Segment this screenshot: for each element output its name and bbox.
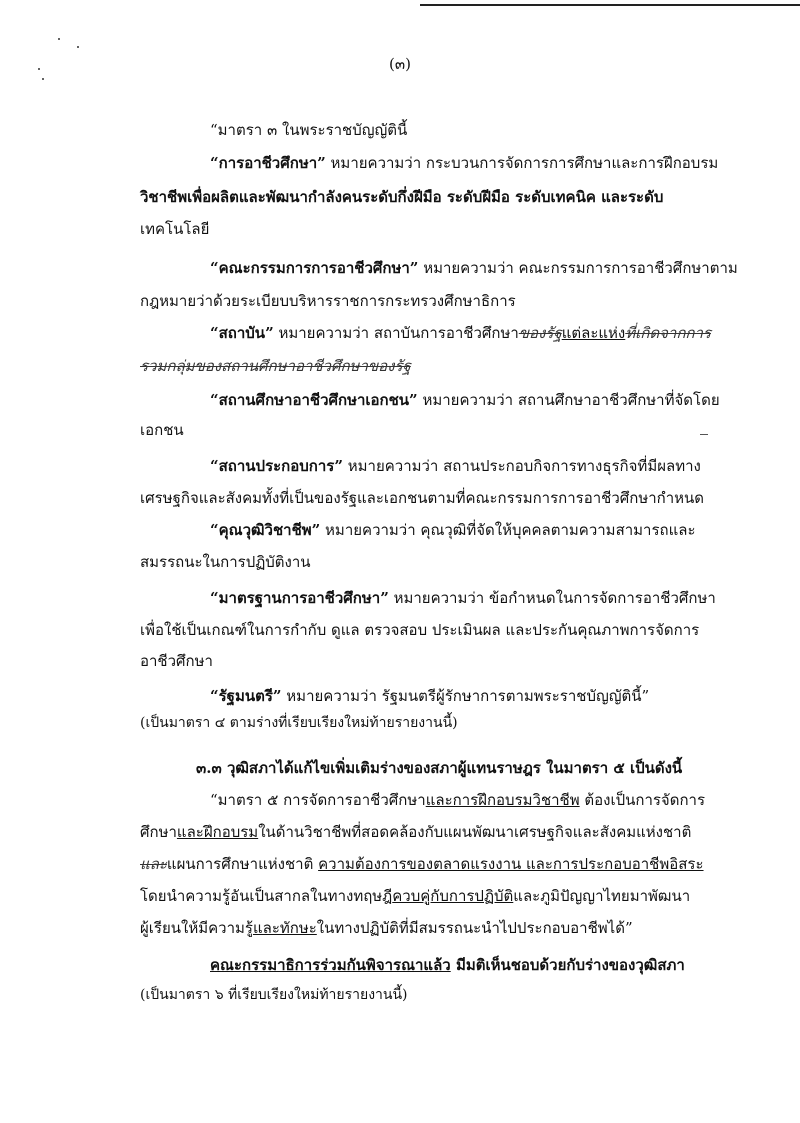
term: “รัฐมนตรี” [210,687,282,705]
definition-minister [210,686,649,706]
struck-text: ที่เกิดจากการ [625,324,711,342]
definition-line: เพื่อใช้เป็นเกณฑ์ในการกำกับ ดูแล ตรวจสอบ ประเมินผล และประกันคุณภาพการจัดการ [140,621,700,639]
definition-text: หมายความว่า รัฐมนตรีผู้รักษาการตามพระราชบัญญัตินี้” [281,687,650,705]
section3-note: (เป็นมาตรา ๔ ตามร่างที่เรียบเรียงใหม่ท้ายรายงานนี้) [140,715,458,731]
definition-text: หมายความว่า คุณวุฒิที่จัดให้บุคคลตามความสามารถและ [320,521,696,539]
section5-line3 [140,854,704,874]
scan-speck [58,38,60,40]
term: “สถานศึกษาอาชีวศึกษาเอกชน” [210,391,418,409]
item33-heading [196,758,682,778]
term: “คุณวุฒิวิชาชีพ” [210,521,321,539]
struck-text: รวมกลุ่มของสถานศึกษาอาชีวศึกษาของรัฐ [140,357,411,375]
definition-standard [210,588,716,608]
underlined-text: และฝึกอบรม [176,823,259,841]
definition-private-institution [210,390,720,410]
definition-line: เศรษฐกิจและสังคมทั้งที่เป็นของรัฐและเอกชนตามที่คณะกรรมการการอาชีวศึกษากำหนด [140,489,705,507]
underlined-text: ควบคู่กับการปฏิบัติ [392,887,514,905]
underlined-text: และทักษะ [252,919,317,937]
definition-establishment [210,456,701,476]
body-text: ผู้เรียนให้มีความรู้ [140,919,253,937]
definition-line: สมรรถนะในการปฏิบัติงาน [140,553,311,571]
section5-line2 [140,822,691,842]
term: “การอาชีวศึกษา” [210,154,326,172]
term: “สถาบัน” [210,324,274,342]
body-text: ในด้านวิชาชีพที่สอดคล้องกับแผนพัฒนาเศรษฐกิจและสังคมแห่งชาติ [258,823,692,841]
definition-line [140,356,411,376]
definition-line [140,187,663,207]
scan-speck [77,46,79,48]
definition-qualification [210,520,696,540]
definition-text: หมายความว่า กระบวนการจัดการการศึกษาและการฝึกอบรม [325,154,719,172]
section5-line4 [140,886,690,906]
body-text: “มาตรา ๕ การจัดการอาชีวศึกษา [210,791,426,809]
body-text: ในทางปฏิบัติที่มีสมรรถนะนำไปประกอบอาชีพได้” [316,919,633,937]
body-text: ต้องเป็นการจัดการ [579,791,706,809]
heading-text: ๓.๓ วุฒิสภาได้แก้ไขเพิ่มเติมร่างของสภาผู้แทนราษฎร ในมาตรา ๕ เป็นดังนี้ [196,759,683,777]
underlined-text: แต่ละแห่ง [561,324,626,342]
stray-mark [700,434,708,435]
definition-vocational-education [210,153,718,173]
definition-line: เอกชน [140,421,184,439]
body-text: โดยนำความรู้อันเป็นสากลในทางทฤษฎี [140,887,393,905]
body-text: แผนการศึกษาแห่งชาติ [166,855,319,873]
underlined-text: และการฝึกอบรมวิชาชีพ [425,791,580,809]
definition-text: วิชาชีพเพื่อผลิตและพัฒนากำลังคนระดับกึ่งฝีมือ ระดับฝีมือ ระดับเทคนิค และระดับ [140,188,664,206]
committee-resolution [210,955,685,975]
struck-text: และ [140,855,167,873]
body-text: มีมติเห็นชอบด้วยกับร่างของวุฒิสภา [450,956,685,974]
definition-line: อาชีวศึกษา [140,652,213,670]
term: “สถานประกอบการ” [210,457,343,475]
underlined-text: คณะกรรมาธิการร่วมกันพิจารณาแล้ว [210,956,451,974]
definition-text: หมายความว่า สถานศึกษาอาชีวศึกษาที่จัดโดย [417,391,720,409]
definition-line: เทคโนโลยี [140,220,210,238]
term: “คณะกรรมการการอาชีวศึกษา” [210,259,419,277]
struck-text: ของรัฐ [518,324,562,342]
definition-commission [210,258,738,278]
page-number: (๓) [389,55,411,73]
definition-text: หมายความว่า ข้อกำหนดในการจัดการอาชีวศึกษา [388,589,716,607]
section5-line5 [140,918,633,938]
definition-text: หมายความว่า สถาบันการอาชีวศึกษา [273,324,519,342]
definition-text: หมายความว่า คณะกรรมการการอาชีวศึกษาตาม [418,259,738,277]
definition-institute [210,323,711,343]
definition-text: หมายความว่า สถานประกอบกิจการทางธุรกิจที่มีผลทาง [342,457,701,475]
body-text: ศึกษา [140,823,177,841]
term: “มาตรฐานการอาชีวศึกษา” [210,589,389,607]
top-border-line [420,4,800,6]
underlined-text: ความต้องการของตลาดแรงงาน และการประกอบอาชีพอิสระ [318,855,704,873]
item33-note: (เป็นมาตรา ๖ ที่เรียบเรียงใหม่ท้ายรายงานนี้) [140,987,408,1003]
section3-heading: “มาตรา ๓ ในพระราชบัญญัตินี้ [210,121,408,139]
body-text: และภูมิปัญญาไทยมาพัฒนา [513,887,691,905]
section5-line1 [210,790,705,810]
definition-line: กฎหมายว่าด้วยระเบียบบริหารราชการกระทรวงศึกษาธิการ [140,292,516,310]
scan-speck [42,78,44,80]
